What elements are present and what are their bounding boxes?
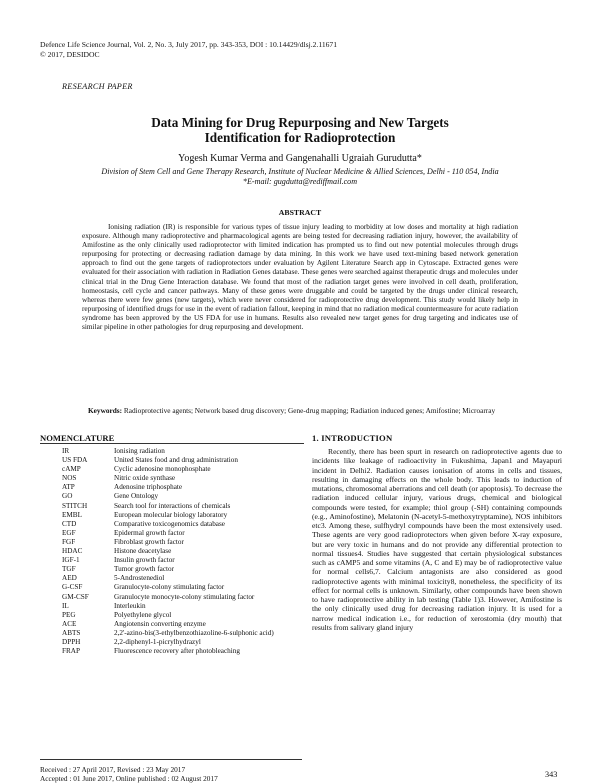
nomenclature-abbr: IR xyxy=(62,447,70,455)
email[interactable]: *E-mail: gugdutta@rediffmail.com xyxy=(242,177,358,186)
nomenclature-definition: Interleukin xyxy=(114,601,146,610)
nomenclature-abbr: cAMP xyxy=(62,465,81,474)
keywords-label: Keywords: xyxy=(88,406,123,415)
nomenclature-definition: Polyethylene glycol xyxy=(114,610,172,619)
nomenclature-row xyxy=(62,638,304,647)
nomenclature-row xyxy=(62,593,304,602)
nomenclature-abbr: GM-CSF xyxy=(62,592,89,601)
nomenclature-abbr: DPPH xyxy=(62,637,81,646)
nomenclature-definition: Nitric oxide synthase xyxy=(114,474,176,483)
copyright: © 2017, DESIDOC xyxy=(40,49,100,59)
introduction-text: Recently, there has been spurt in research on radioprotective agents due to incidents like leakage of radioactivity in Fukushima, Japan1 and Mayapuri incident in Delhi2. Radiation causes ionisation of atoms in cells and tissues, resulting in damaging effects on the whole body. This leads to induction of mutations, chromosomal aberrations and cell death (or apoptosis). To decrease the radiation induced cellular injury, various drugs, chemical and biological compounds were tested, for example; thiol group (-SH) containing compounds (e.g., Aminofostine), Melatonin (N-acetyl-5-methoxytryptamine), NOS inhibitors etc3. Among these, sulfhydryl compounds have been the most extensively used. These agents are very good radioprotectors when given before X-ray exposure, but are very toxic in humans and do not provide any differential protection to normal tissues4. Studies have suggested that certain physiological substances such as cAMP5 and some vitamins (A, C and E) may be of radioprotective value for normal cells6,7. Calcium antagonists are also considered as good radioprotective agents with minimal toxicity8, nonetheless, the specificity of its effect for normal cells is unknown. Similarly, other compounds have been shown to have radioprotective ability in lab testing (Table 1)3. However, Amifostine is the only clinically used drug for decreasing radiation injury. It is used for a narrow medical indication i.e., for reduction of xerostomia (dry mouth) that results from salivary gland injury xyxy=(312,447,562,632)
journal-citation: Defence Life Science Journal, Vol. 2, No. 3, July 2017, pp. 343-353, DOI : 10.14429/dlsj.2.11671 xyxy=(40,40,338,49)
nomenclature-definition: Adenosine triphosphate xyxy=(114,483,183,492)
footer-divider xyxy=(40,759,302,760)
nomenclature-definition: Gene Ontology xyxy=(114,492,159,501)
nomenclature-abbr: ATP xyxy=(62,483,75,492)
keywords xyxy=(88,406,518,415)
nomenclature-abbr: FRAP xyxy=(62,647,80,656)
journal-header xyxy=(40,40,337,59)
nomenclature-definition: Tumor growth factor xyxy=(114,565,175,574)
nomenclature-abbr: NOS xyxy=(62,474,77,483)
nomenclature-row xyxy=(62,492,304,501)
nomenclature-heading: NOMENCLATURE xyxy=(40,433,115,443)
nomenclature-definition: 5-Androstenediol xyxy=(114,574,165,583)
nomenclature-definition: Search tool for interactions of chemicals xyxy=(114,501,231,510)
nomenclature-abbr: AED xyxy=(62,574,77,583)
nomenclature-abbr: CTD xyxy=(62,519,77,528)
nomenclature-row xyxy=(62,620,304,629)
nomenclature-definition: Fluorescence recovery after photobleaching xyxy=(114,647,240,656)
introduction-heading: 1. INTRODUCTION xyxy=(312,433,393,443)
nomenclature-row xyxy=(62,583,304,592)
nomenclature-row xyxy=(62,547,304,556)
authors: Yogesh Kumar Verma and Gangenahalli Ugraiah Gurudutta* xyxy=(178,153,422,164)
nomenclature-row xyxy=(62,602,304,611)
nomenclature-abbr: HDAC xyxy=(62,547,83,556)
nomenclature-definition: Ionising radiation xyxy=(114,447,165,455)
nomenclature-definition: Histone deacetylase xyxy=(114,547,172,556)
nomenclature-definition: Comparative toxicogenomics database xyxy=(114,519,225,528)
nomenclature-definition: Epidermal growth factor xyxy=(114,528,185,537)
nomenclature-abbr: IL xyxy=(62,601,69,610)
nomenclature-row xyxy=(62,465,304,474)
nomenclature-definition: 2,2-diphenyl-1-picrylhydrazyl xyxy=(114,637,201,646)
nomenclature-definition: Insulin growth factor xyxy=(114,556,175,565)
nomenclature-list xyxy=(62,447,304,656)
title-line-1: Data Mining for Drug Repurposing and New Targets xyxy=(151,115,449,130)
nomenclature-definition: Cyclic adenosine monophosphate xyxy=(114,465,211,474)
affiliation-block xyxy=(30,167,570,187)
nomenclature-row xyxy=(62,502,304,511)
received-date: Received : 27 April 2017, Revised : 23 May 2017 xyxy=(40,765,186,774)
nomenclature-abbr: GO xyxy=(62,492,73,501)
nomenclature-definition: Granulocyte-colony stimulating factor xyxy=(114,583,225,592)
nomenclature-row xyxy=(62,538,304,547)
nomenclature-definition: Fibroblast growth factor xyxy=(114,537,184,546)
paper-type: RESEARCH PAPER xyxy=(62,82,133,91)
nomenclature-definition: European molecular biology laboratory xyxy=(114,510,228,519)
nomenclature-definition: Granulocyte monocyte-colony stimulating factor xyxy=(114,592,255,601)
nomenclature-abbr: ABTS xyxy=(62,628,81,637)
nomenclature-abbr: ACE xyxy=(62,619,77,628)
keywords-text: Radioprotective agents; Network based drug discovery; Gene-drug mapping; Radiation induced genes; Amifostine; Microarray xyxy=(123,406,496,415)
nomenclature-abbr: EMBL xyxy=(62,510,82,519)
nomenclature-row xyxy=(62,529,304,538)
dates-block xyxy=(40,765,218,783)
nomenclature-row xyxy=(62,565,304,574)
abstract-text: Ionising radiation (IR) is responsible for various types of tissue injury leading to morbidity at low doses and mortality at high radiation exposure. Although many radioprotective and pharmacological agents are being tested for decreasing radiation injury, however, the availability of Amifostine as the only clinically used radioprotector with limited indication has prompted us to find out new potential molecules through drugs repurposing for protecting or decreasing radiation damage by data mining. In this work we have used text-mining based network generation approach to find out the gene targets of radioprotectors under evaluation by Agilent Literature Search app in Cytoscape. Extracted genes were evaluated for their association with radiation in Radiation Genes database. These genes were searched against therapeutic drugs and molecules under clinical trial in the Drug Gene Interaction database. We found that most of the radiation target genes were involved in cell death, proliferation, homeostasis, cell cycle and cancer pathways. Many of these genes were druggable and could be targeted by the drugs under clinical research, whereas there were few genes (new targets), which were never considered for radioprotective drug development. This study would likely help in repurposing of identified drugs for use in the event of radiation fallout, keeping in mind that no radiation medical countermeasure for acute radiation syndrome has been approved by the US FDA for use in humans. Results also revealed new target genes for drug targeting and indicates use of similar pipeline in other pathologies for drug repurposing and development. xyxy=(82,222,518,332)
nomenclature-definition: 2,2'-azino-bis(3-ethylbenzothiazoline-6-sulphonic acid) xyxy=(114,628,274,637)
paper-title xyxy=(60,115,540,145)
nomenclature-abbr: EGF xyxy=(62,528,76,537)
accepted-date: Accepted : 01 June 2017, Online published : 02 August 2017 xyxy=(40,774,218,783)
affiliation: Division of Stem Cell and Gene Therapy Research, Institute of Nuclear Medicine & Allied Sciences, Delhi - 110 054, India xyxy=(101,167,499,176)
nomenclature-definition: Angiotensin converting enzyme xyxy=(114,619,206,628)
nomenclature-abbr: PEG xyxy=(62,610,76,619)
nomenclature-row xyxy=(62,520,304,529)
nomenclature-abbr: US FDA xyxy=(62,456,88,465)
nomenclature-row xyxy=(62,629,304,638)
nomenclature-row xyxy=(62,647,304,656)
nomenclature-divider xyxy=(40,443,304,444)
nomenclature-row xyxy=(62,611,304,620)
nomenclature-abbr: IGF-1 xyxy=(62,556,80,565)
nomenclature-row xyxy=(62,483,304,492)
nomenclature-row xyxy=(62,456,304,465)
nomenclature-row xyxy=(62,474,304,483)
title-line-2: Identification for Radioprotection xyxy=(204,130,396,145)
nomenclature-definition: United States food and drug administration xyxy=(114,456,238,465)
nomenclature-row xyxy=(62,574,304,583)
nomenclature-abbr: STITCH xyxy=(62,501,88,510)
nomenclature-row xyxy=(62,556,304,565)
nomenclature-row xyxy=(62,511,304,520)
nomenclature-abbr: TGF xyxy=(62,565,76,574)
abstract-heading: ABSTRACT xyxy=(278,208,322,217)
page-number: 343 xyxy=(545,770,558,779)
nomenclature-row xyxy=(62,447,304,456)
nomenclature-abbr: FGF xyxy=(62,537,76,546)
nomenclature-abbr: G-CSF xyxy=(62,583,83,592)
